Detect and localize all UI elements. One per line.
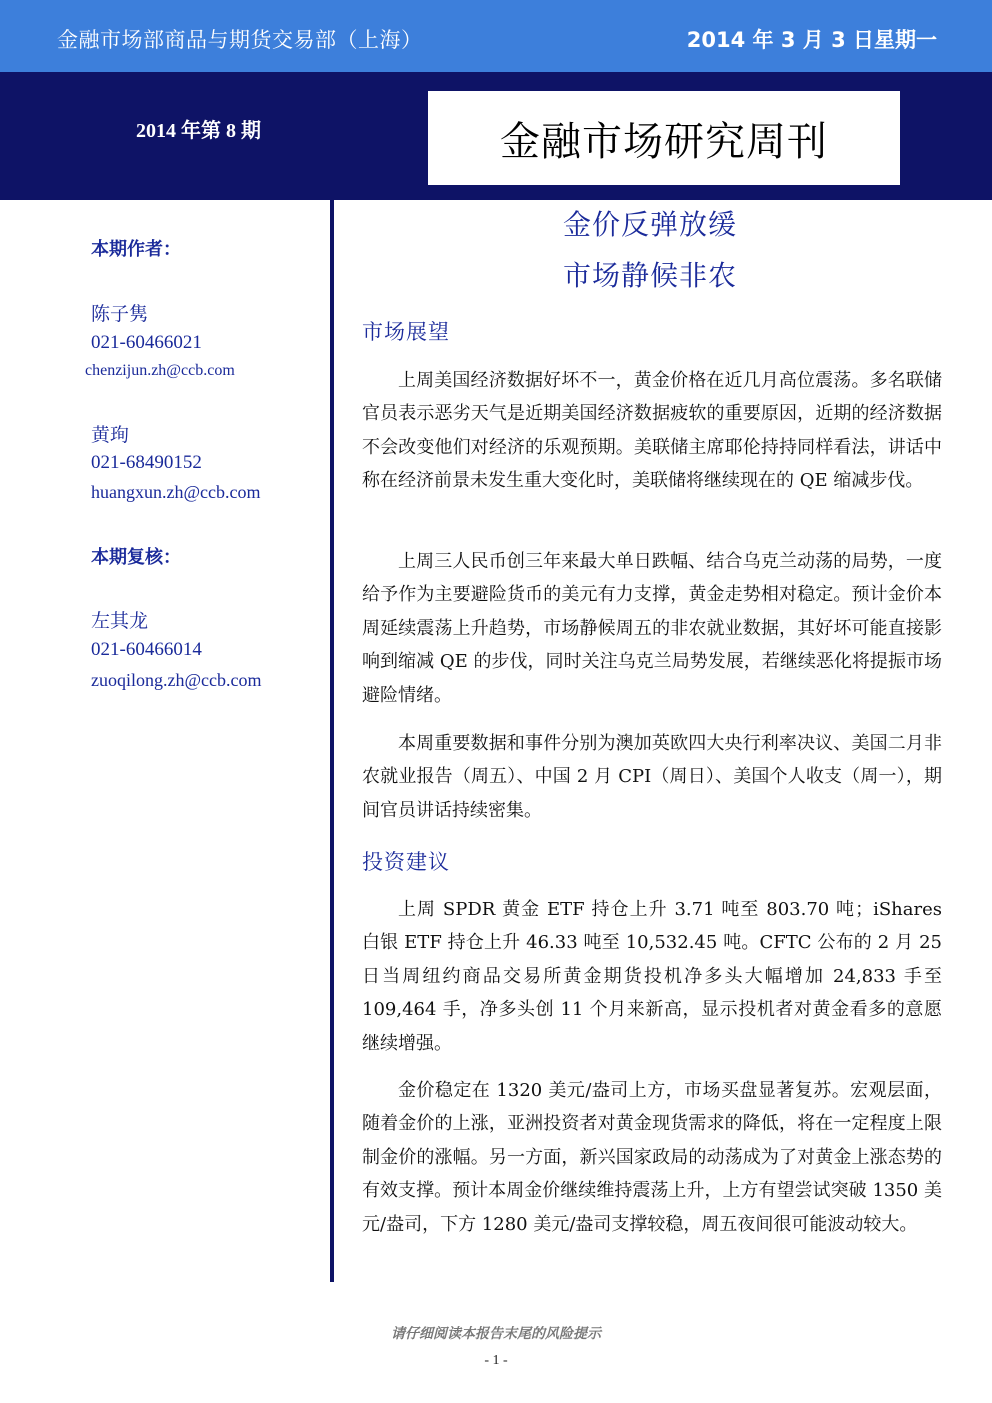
author-name: 陈子隽: [91, 303, 149, 325]
headline-secondary: 市场静候非农: [562, 259, 737, 292]
reviewer-name: 左其龙: [91, 610, 149, 632]
publication-title: 金融市场研究周刊: [500, 118, 828, 165]
author-phone: 021-68490152: [91, 452, 202, 473]
reviewer-email[interactable]: zuoqilong.zh@ccb.com: [91, 670, 262, 690]
masthead: [0, 72, 992, 200]
page-number: - 1 -: [484, 1353, 508, 1368]
author-name: 黄珣: [91, 424, 130, 446]
paragraph: 本周重要数据和事件分别为澳加英欧四大央行利率决议、美国二月非农就业报告（周五）、中国 2 月 CPI（周日）、美国个人收支（周一），期间官员讲话持续密集。: [362, 733, 942, 821]
issue-number: 2014 年第 8 期: [136, 120, 261, 142]
top-banner: [0, 0, 992, 72]
author-email[interactable]: chenzijun.zh@ccb.com: [85, 362, 235, 379]
risk-disclaimer: 请仔细阅读本报告末尾的风险提示: [391, 1326, 601, 1342]
paragraph: 金价稳定在 1320 美元/盎司上方，市场买盘显著复苏。宏观层面，随着金价的上涨，亚洲投资者对黄金现货需求的降低，将在一定程度上限制金价的涨幅。另一方面，新兴国家政局的动荡成为了对黄金上涨态势的有效支撑。预计本周金价继续维持震荡上升，上方有望尝试突破 1350 美元/盎司，下方 1280 美元/盎司支撑较稳，周五夜间很可能波动较大。: [362, 1080, 942, 1235]
reviewers-heading: 本期复核：: [91, 547, 181, 568]
headline-primary: 金价反弹放缓: [562, 208, 737, 241]
publication-title-box: [428, 91, 900, 185]
paragraph: 上周美国经济数据好坏不一，黄金价格在近几月高位震荡。多名联储官员表示恶劣天气是近期美国经济数据疲软的重要原因，近期的经济数据不会改变他们对经济的乐观预期。美联储主席耶伦持持同样看法，讲话中称在经济前景未发生重大变化时，美联储将继续现在的 QE 缩减步伐。: [362, 370, 942, 492]
department-name: 金融市场部商品与期货交易部（上海）: [57, 28, 423, 52]
sidebar-divider: [330, 200, 334, 1282]
reviewer-phone: 021-60466014: [91, 639, 202, 660]
paragraph: 上周 SPDR 黄金 ETF 持仓上升 3.71 吨至 803.70 吨；iShares 白银 ETF 持仓上升 46.33 吨至 10,532.45 吨。CFTC 公布的 2 月 25 日当周纽约商品交易所黄金期货投机净多头大幅增加 24,833 手至 109,464 手，净多头创 11 个月来新高，显示投机者对黄金看多的意愿继续增强。: [362, 899, 942, 1054]
section-heading-advice: 投资建议: [362, 850, 450, 874]
paragraph: 上周三人民币创三年来最大单日跌幅、结合乌克兰动荡的局势，一度给予作为主要避险货币的美元有力支撑，黄金走势相对稳定。预计金价本周延续震荡上升趋势，市场静候周五的非农就业数据，其好坏可能直接影响到缩减 QE 的步伐，同时关注乌克兰局势发展，若继续恶化将提振市场避险情绪。: [362, 551, 942, 706]
section-heading-outlook: 市场展望: [362, 320, 450, 344]
publication-date: 2014 年 3 月 3 日星期一: [686, 28, 937, 52]
author-email[interactable]: huangxun.zh@ccb.com: [91, 482, 261, 502]
authors-heading: 本期作者：: [91, 239, 181, 260]
author-phone: 021-60466021: [91, 332, 202, 353]
